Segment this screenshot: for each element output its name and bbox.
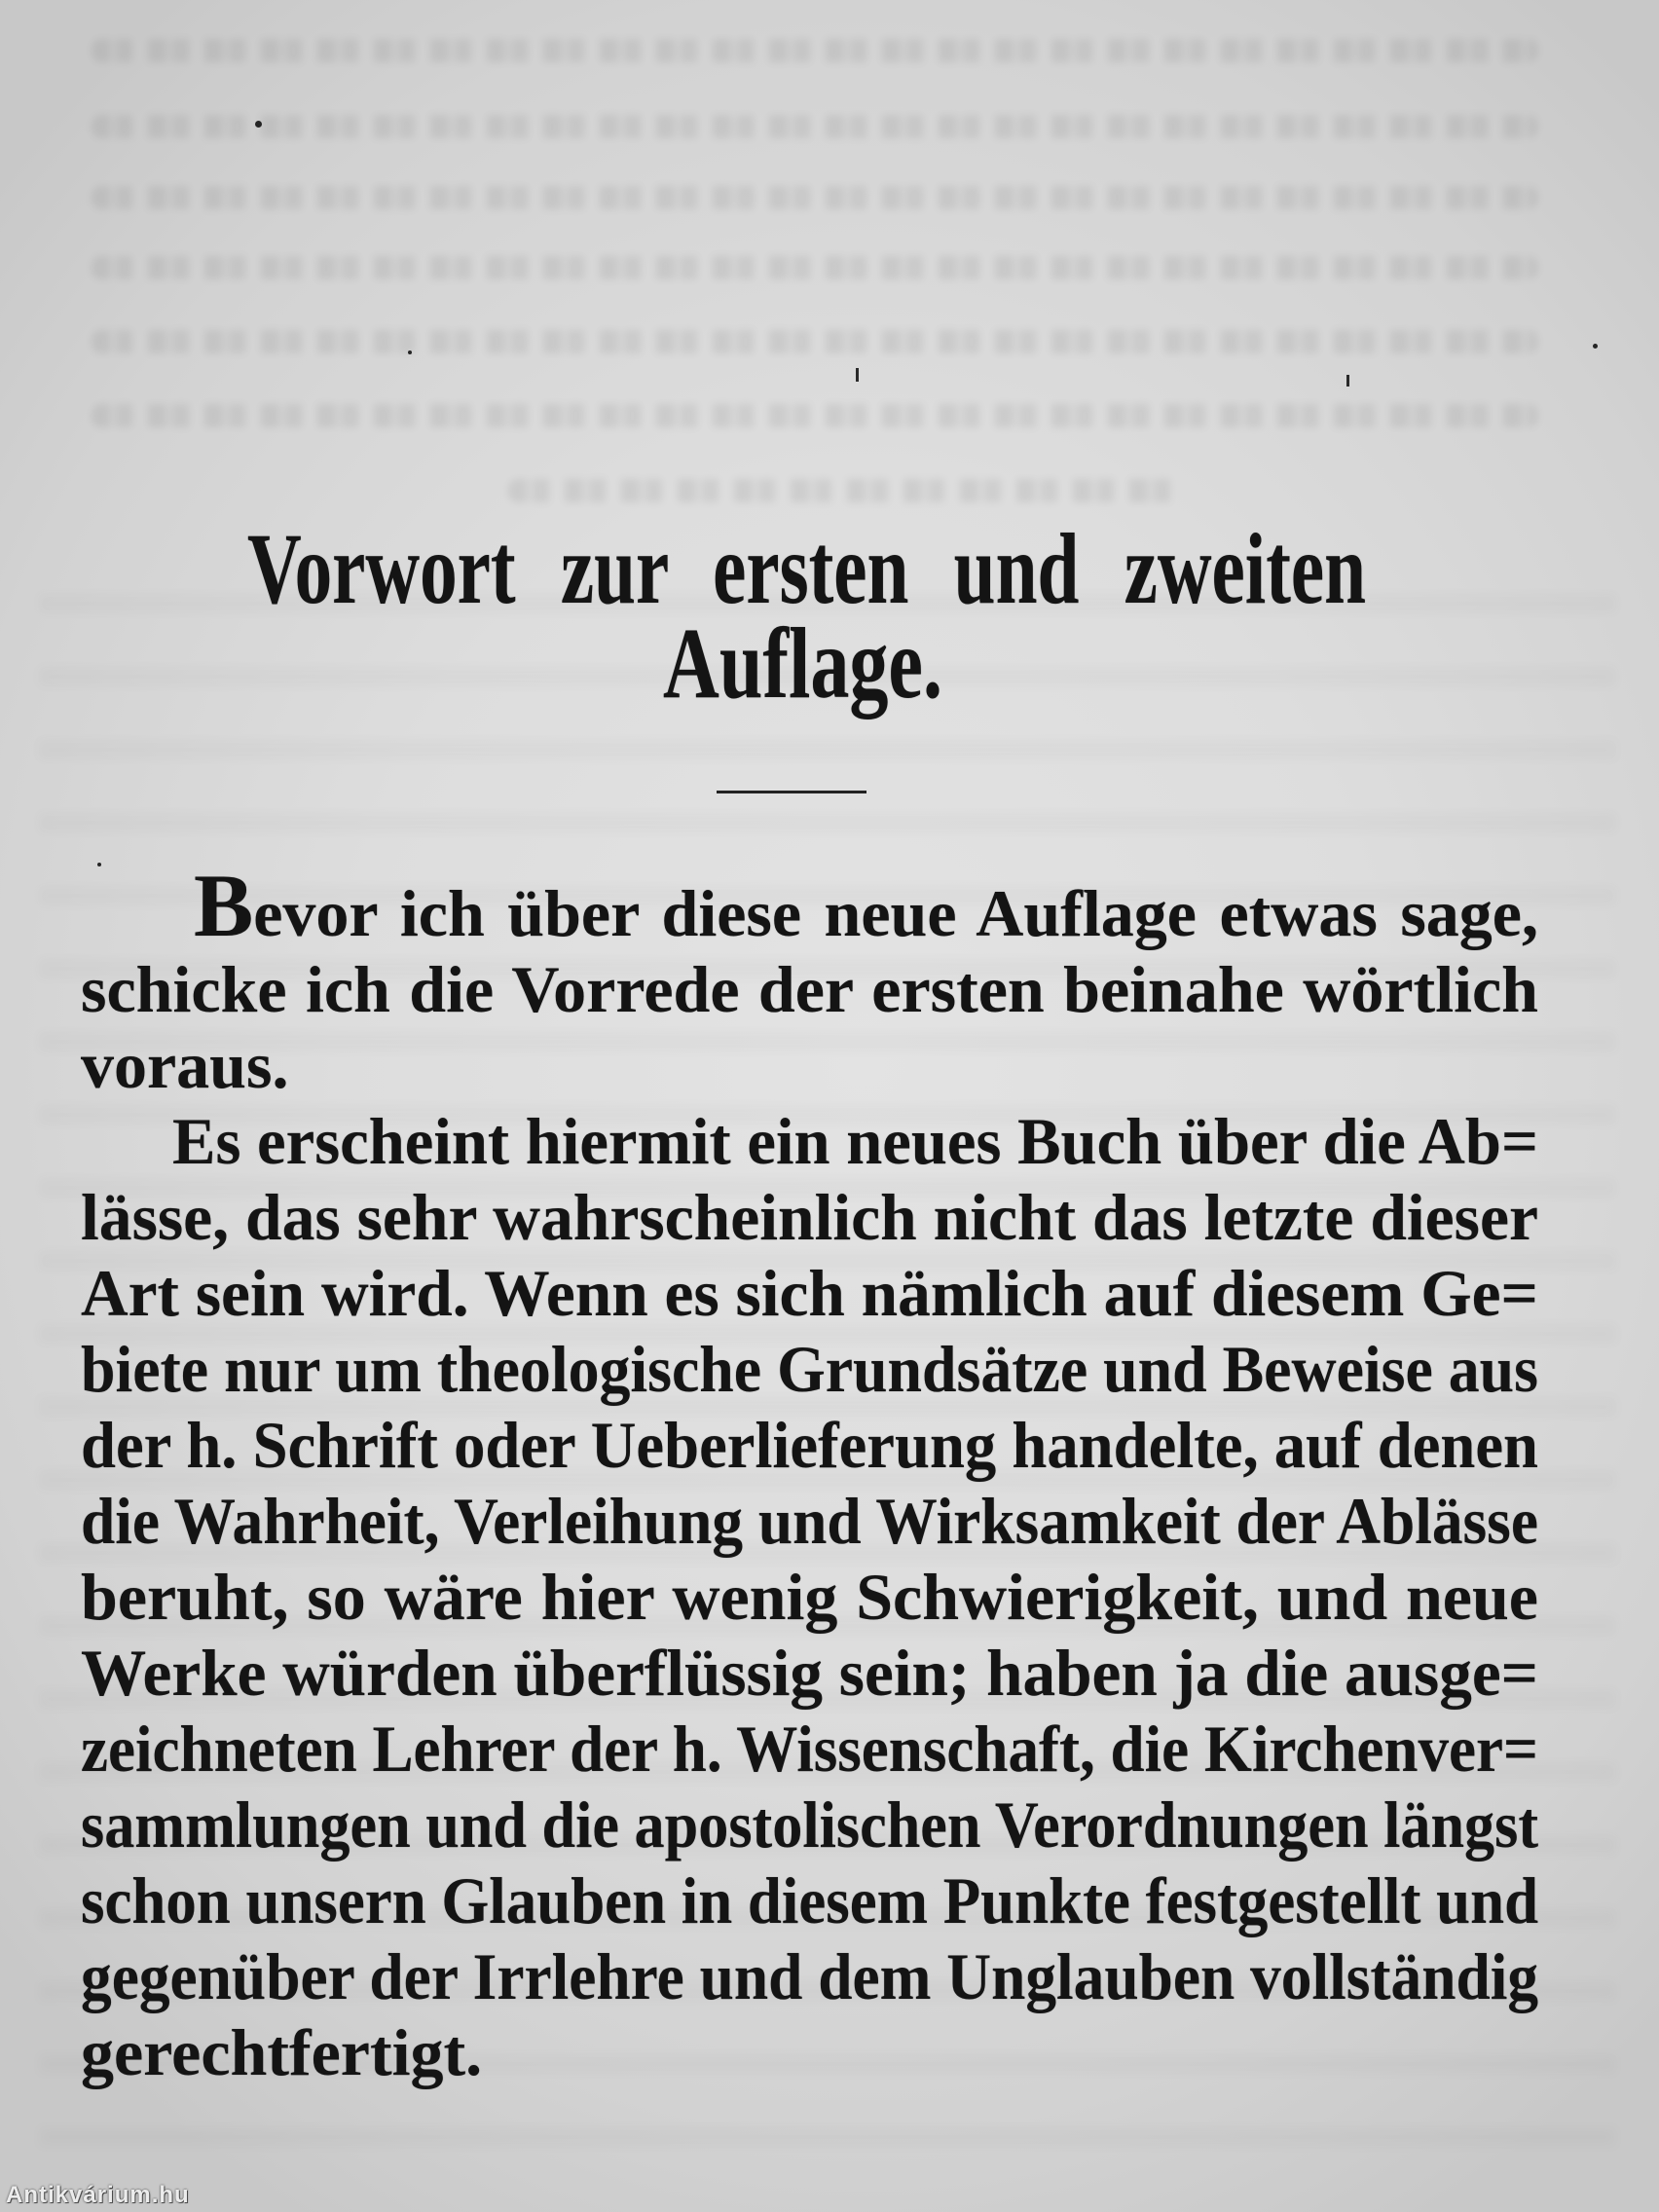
text-line: beruht, so wäre hier wenig Schwierigkeit, und neue xyxy=(81,1560,1538,1634)
text-line: Art sein wird. Wenn es sich nämlich auf diesem Ge= xyxy=(81,1256,1538,1330)
show-through-line xyxy=(92,330,1538,353)
text-line: lässe, das sehr wahrscheinlich nicht das letzte dieser xyxy=(81,1180,1538,1254)
text-line: biete nur um theologische Grundsätze und Beweise aus xyxy=(81,1332,1539,1406)
text-line: sammlungen und die apostolischen Verordnungen längst xyxy=(81,1788,1539,1862)
paper-speck xyxy=(97,863,101,866)
text-line: Bevor ich über diese neue Auflage etwas sage, xyxy=(194,856,1538,955)
page-title-line-2: Auflage. xyxy=(663,608,943,719)
show-through-line xyxy=(92,115,1538,138)
text-line: die Wahrheit, Verleihung und Wirksamkeit der Ablässe xyxy=(81,1484,1538,1558)
show-through-line xyxy=(92,39,1538,62)
text-line: Werke würden überflüssig sein; haben ja die ausge= xyxy=(81,1636,1538,1710)
paper-mark xyxy=(856,368,859,382)
show-through-line xyxy=(92,186,1538,209)
text-line: schon unsern Glauben in diesem Punkte festgestellt und xyxy=(81,1863,1539,1937)
text-line: zeichneten Lehrer der h. Wissenschaft, die Kirchenver= xyxy=(81,1712,1538,1786)
title-rule xyxy=(717,791,866,793)
paper-speck xyxy=(255,121,262,128)
watermark: Antikvárium.hu xyxy=(6,2182,190,2208)
text-line: gerechtfertigt. xyxy=(81,2015,483,2089)
show-through-line xyxy=(92,404,1538,427)
text-line: Es erscheint hiermit ein neues Buch über die Ab= xyxy=(172,1104,1538,1178)
text-line: gegenüber der Irrlehre und dem Unglauben vollständig xyxy=(81,1939,1539,2013)
text-line: schicke ich die Vorrede der ersten beinahe wörtlich xyxy=(81,952,1538,1026)
show-through-line xyxy=(92,256,1538,279)
paper-mark xyxy=(1346,375,1349,387)
show-through-line xyxy=(508,479,1185,502)
paper-speck xyxy=(1593,344,1598,349)
paper-speck xyxy=(408,350,412,354)
page-title-line-1: Vorwort zur ersten und zweiten xyxy=(247,513,1367,625)
text-line: voraus. xyxy=(81,1028,289,1102)
text-line: der h. Schrift oder Ueberlieferung handelte, auf denen xyxy=(81,1408,1538,1482)
